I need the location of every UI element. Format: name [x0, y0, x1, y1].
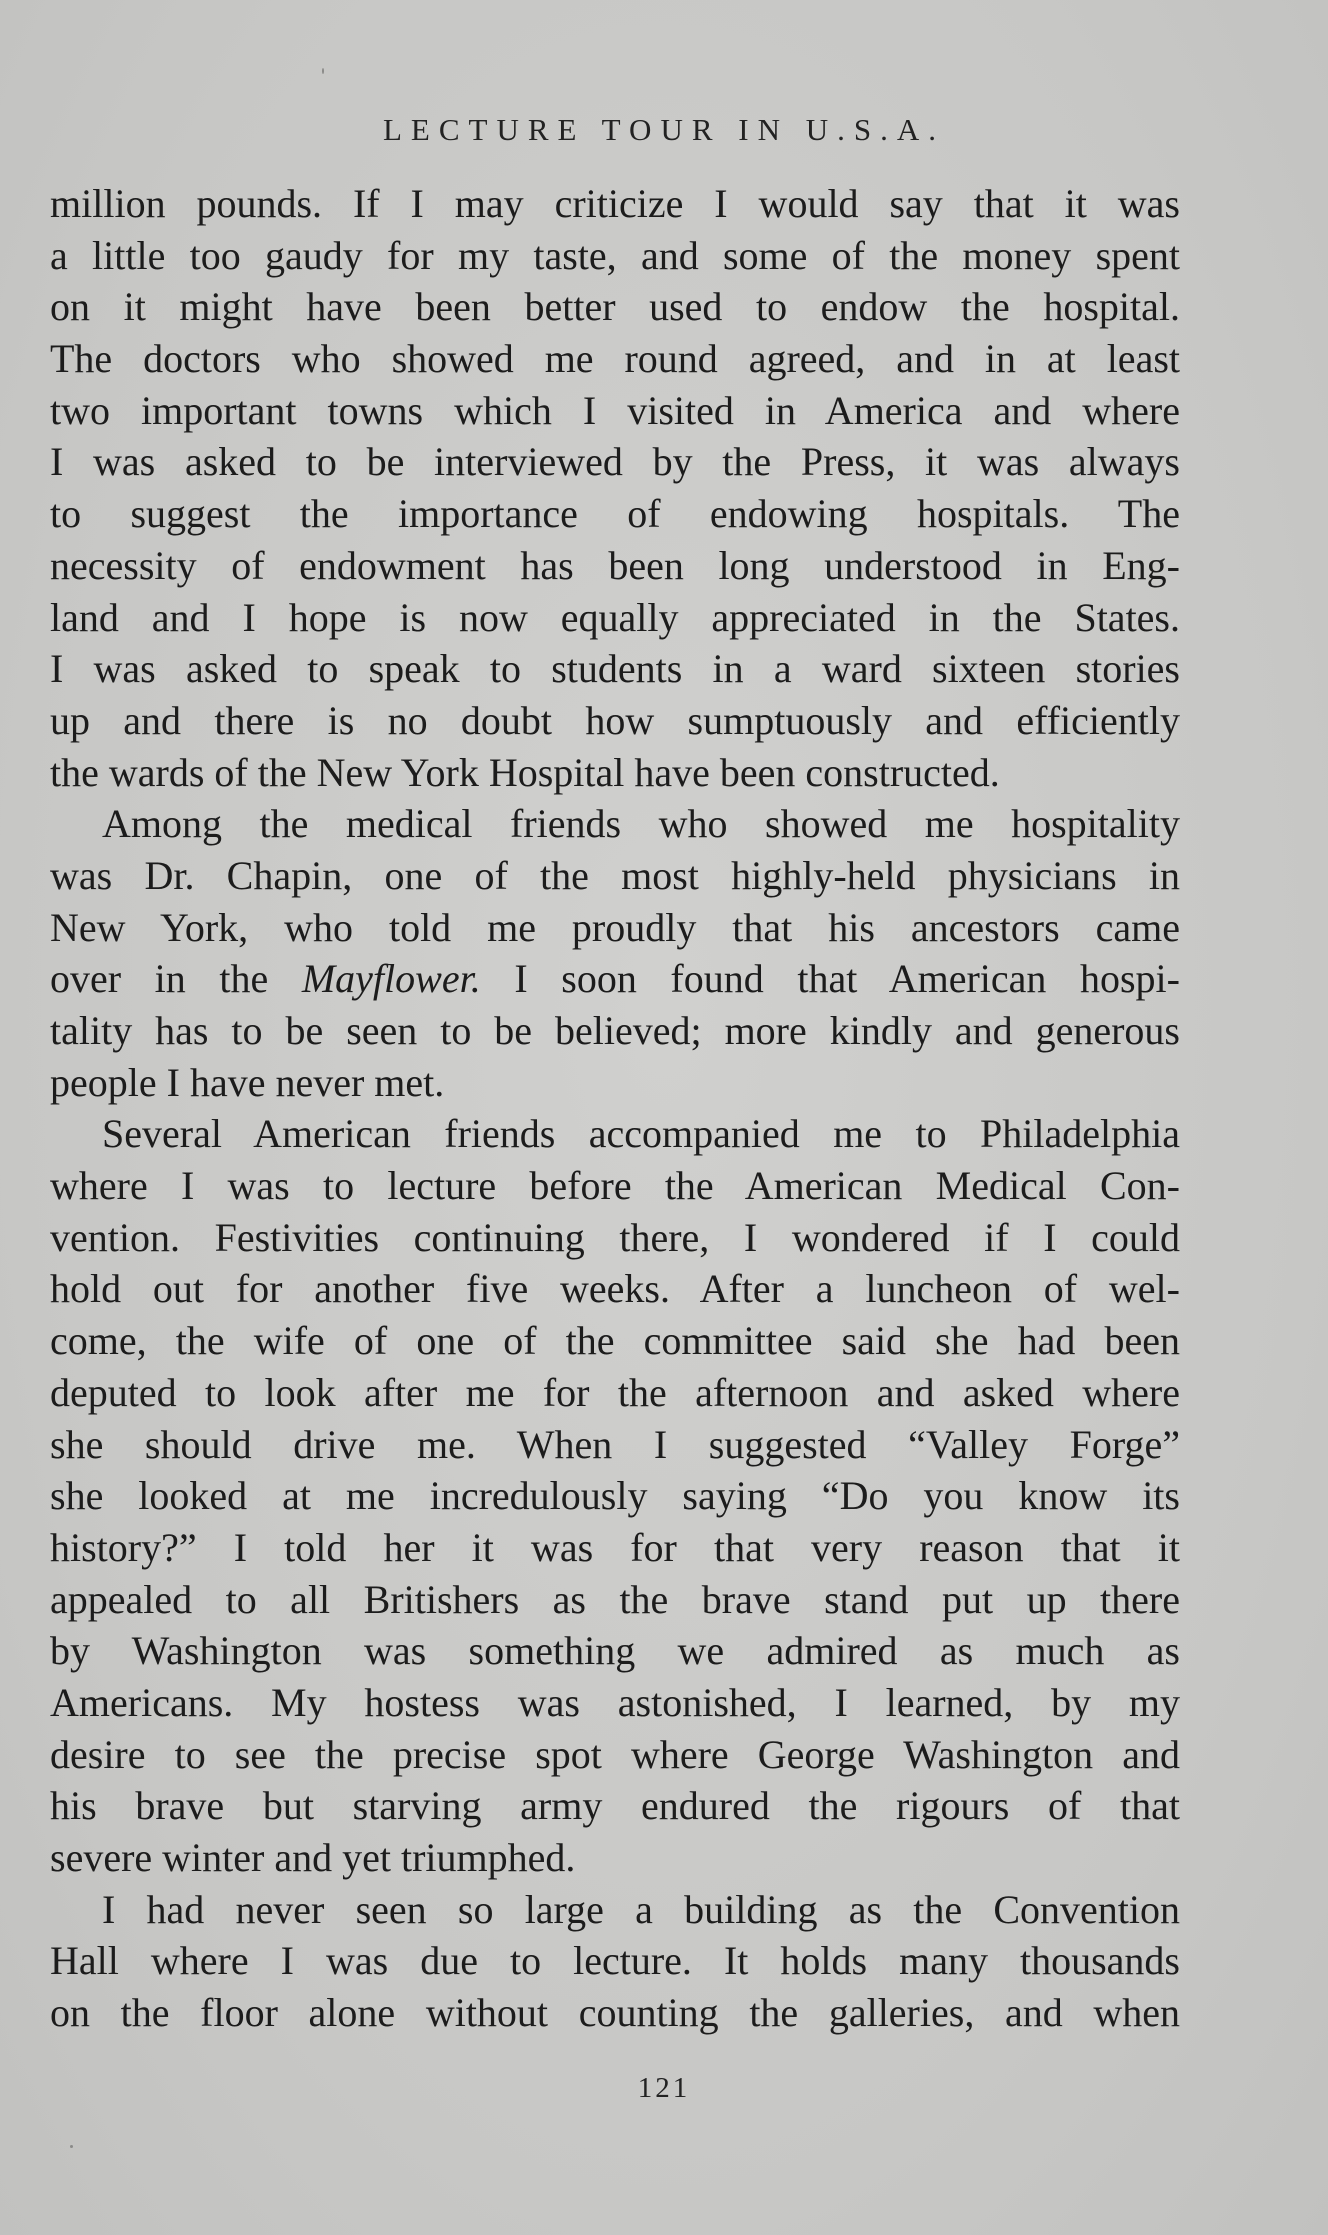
paper-speck	[322, 68, 324, 74]
text-line: Hall where I was due to lecture. It holds many thousands	[50, 1938, 1180, 1984]
ship-name-italic: Mayflower.	[301, 956, 481, 1002]
text-line: she looked at me incredulously saying “Do you know its	[50, 1473, 1180, 1519]
text-line: The doctors who showed me round agreed, and in at least	[50, 336, 1180, 382]
text-line: where I was to lecture before the American Medical Con-	[50, 1163, 1180, 1209]
paragraph-start-line: Among the medical friends who showed me hospitality	[102, 801, 1180, 847]
text-line: I was asked to be interviewed by the Press, it was always	[50, 439, 1180, 485]
text-line: the wards of the New York Hospital have been constructed.	[50, 749, 1000, 795]
paragraph-start-line: Several American friends accompanied me to Philadelphia	[102, 1111, 1180, 1157]
text-line: history?” I told her it was for that very reason that it	[50, 1524, 1180, 1570]
page-number: 121	[637, 2072, 691, 2104]
text-line: desire to see the precise spot where George Washington and	[50, 1731, 1180, 1777]
text-line: severe winter and yet triumphed.	[50, 1835, 576, 1880]
paper-speck	[70, 2145, 73, 2148]
text-line: vention. Festivities continuing there, I wondered if I could	[50, 1214, 1180, 1260]
text-line: people I have never met.	[50, 1059, 445, 1105]
text-line: a little too gaudy for my taste, and some of the money spent	[50, 232, 1180, 278]
text-line: deputed to look after me for the afternoon and asked where	[50, 1369, 1180, 1415]
text-line: on it might have been better used to endow the hospital.	[50, 284, 1180, 330]
body-text	[50, 178, 1180, 2039]
text-line	[50, 953, 1180, 1005]
text-line: his brave but starving army endured the rigours of that	[50, 1783, 1180, 1829]
text-line: was Dr. Chapin, one of the most highly-held physicians in	[50, 852, 1180, 898]
text-segment: I soon found that American hospi-	[480, 956, 1180, 1002]
text-line: appealed to all Britishers as the brave stand put up there	[50, 1576, 1180, 1622]
text-line: two important towns which I visited in America and where	[50, 387, 1180, 433]
text-line: by Washington was something we admired as much as	[50, 1628, 1180, 1674]
text-line: come, the wife of one of the committee said she had been	[50, 1318, 1180, 1364]
text-line: New York, who told me proudly that his ancestors came	[50, 904, 1180, 950]
text-line: on the floor alone without counting the galleries, and when	[50, 1990, 1180, 2036]
text-segment: over in the	[50, 956, 302, 1002]
text-line: necessity of endowment has been long understood in Eng-	[50, 542, 1180, 588]
text-line: million pounds. If I may criticize I would say that it was	[50, 181, 1180, 226]
text-line: I was asked to speak to students in a ward sixteen stories	[50, 646, 1180, 692]
text-line: hold out for another five weeks. After a luncheon of wel-	[50, 1266, 1180, 1312]
text-line: up and there is no doubt how sumptuously and efficiently	[50, 697, 1180, 743]
text-line: to suggest the importance of endowing hospitals. The	[50, 491, 1180, 537]
text-line: tality has to be seen to be believed; more kindly and generous	[50, 1008, 1180, 1053]
paragraph-start-line: I had never seen so large a building as the Convention	[102, 1886, 1180, 1932]
running-head: LECTURE TOUR IN U.S.A.	[383, 112, 945, 147]
text-line: land and I hope is now equally appreciated in the States.	[50, 594, 1180, 640]
text-line: Americans. My hostess was astonished, I learned, by my	[50, 1679, 1180, 1725]
text-line: she should drive me. When I suggested “Valley Forge”	[50, 1421, 1180, 1467]
